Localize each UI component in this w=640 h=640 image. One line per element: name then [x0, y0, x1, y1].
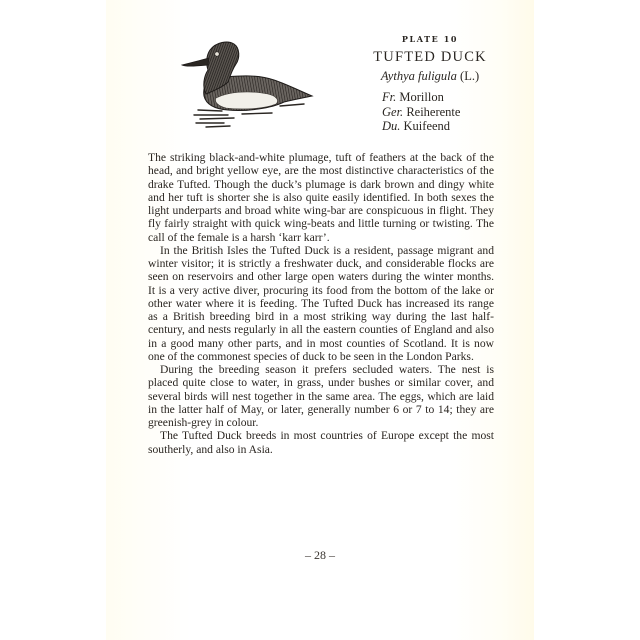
- common-name: Morillon: [399, 90, 444, 104]
- language-label: Fr.: [382, 90, 397, 104]
- common-name: Kuifeend: [403, 119, 451, 133]
- paragraph-description: The striking black-and-white plumage, tuft of feathers at the back of the head, and bright yellow eye, are the most distinctive characteristics of the drake Tufted. Though the duck’s plumage is dark brown and dingy white and her tuft is shorter she is also quite easily identified. In both sexes the light underparts and broad white wing-bar are conspicuous in flight. They fly fairly straight with quick wing-beats and little turning or twisting. The call of the female is a harsh ‘karr karr’.: [148, 151, 494, 244]
- authority: (L.): [460, 69, 480, 83]
- common-names-list: [360, 90, 500, 134]
- genus-species: Aythya fuligula: [380, 69, 457, 83]
- paragraph-distribution-british-isles: In the British Isles the Tufted Duck is a resident, passage migrant and winter visitor; it is strictly a freshwater duck, and considerable flocks are seen on reservoirs and other large open waters during the winter months. It is a very active diver, procuring its food from the bottom of the lake or other water where it is feeding. The Tufted Duck has increased its range as a British breeding bird in a most striking way during the last half-century, and nests regularly in all the eastern counties of England and also in a good many other parts, and in most counties of Scotland. It is now one of the commonest species of duck to be seen in the London Parks.: [148, 243, 494, 363]
- scientific-name: [360, 68, 500, 84]
- common-name: Reiherente: [406, 104, 461, 119]
- language-label: Du.: [382, 119, 401, 133]
- plate-number: PLATE 10: [401, 34, 459, 44]
- duck-illustration-icon: [176, 38, 316, 130]
- species-title: TUFTED DUCK: [373, 49, 487, 65]
- body-text: [148, 151, 494, 456]
- paragraph-range: The Tufted Duck breeds in most countries of Europe except the most southerly, and also in Asia.: [148, 429, 494, 456]
- plate-heading: [360, 33, 500, 134]
- page-number: – 28 –: [305, 548, 335, 562]
- common-name-dutch: [382, 119, 500, 134]
- common-name-german: [382, 105, 500, 120]
- common-name-french: [382, 90, 500, 105]
- language-label: Ger.: [382, 104, 404, 119]
- paragraph-breeding: During the breeding season it prefers secluded waters. The nest is placed quite close to water, in grass, under bushes or similar cover, and several birds will nest together in the same area. The eggs, which are laid in the latter half of May, or later, generally number 6 or 7 to 14; they are greenish-grey in colour.: [148, 363, 494, 429]
